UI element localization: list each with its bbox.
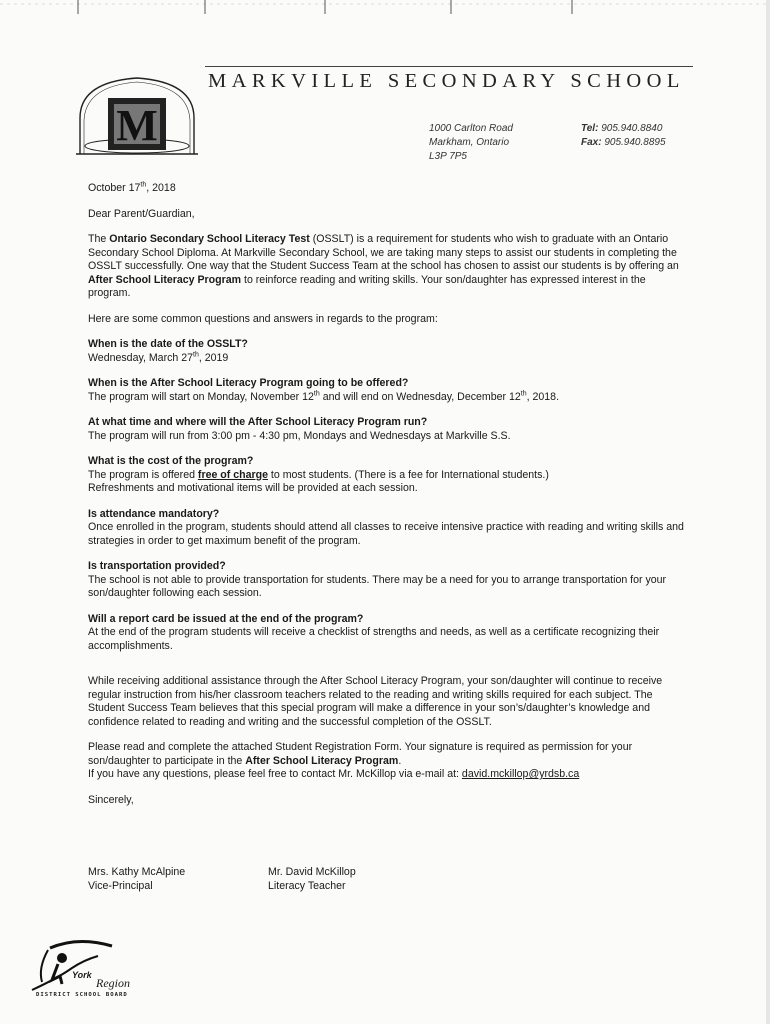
fax-number: 905.940.8895 [604,137,666,148]
letter-body [88,182,688,819]
intro-paragraph: The Ontario Secondary School Literacy Test (OSSLT) is a requirement for students who wish to graduate with an Ontario Secondary School Diploma. At Markville Secondary School, we are taking many steps to assist our students in completing the OSSLT successfully. One way that the Student Success Team at the school has chosen to assist our students is by offering an After School Literacy Program to reinforce reading and writing skills. Your son/daughter has expressed interest in the program. [88,233,679,299]
signature-literacy-teacher [268,866,356,893]
faq-item-transportation [88,560,688,601]
tel-number: 905.940.8840 [601,123,663,134]
faq-answer: Once enrolled in the program, students should attend all classes to receive intensive practice with reading and writing skills and strategies in order to get maximum benefit of the program. [88,521,684,547]
york-text: York [72,970,92,980]
letter-date: October 17th, 2018 [88,181,176,194]
faq-question: At what time and where will the After School Literacy Program run? [88,416,428,428]
faq-item-report-card [88,613,688,654]
faq-item-attendance [88,508,688,549]
header-rule [205,66,693,67]
faq-question: Will a report card be issued at the end of the program? [88,612,364,625]
closing-paragraph: While receiving additional assistance through the After School Literacy Program, your son/daughter will continue to receive regular instruction from his/her classroom teachers related to the reading and writing skills required for each subject. The Student Success Team believes that this special program will make a difference in your son’s/daughter’s knowledge and confidence related to reading and writing and the successful completion of the OSSLT. [88,675,663,728]
faq-answer: The school is not able to provide transportation for students. There may be a need for you to arrange transportation for your son/daughter following each session. [88,573,667,599]
contact-email-link[interactable]: david.mckillop@yrdsb.ca [461,768,580,780]
tel-label: Tel: [581,123,599,134]
address-line-1: 1000 Carlton Road [429,123,513,134]
faq-item-time-location [88,416,688,443]
scan-artifact-top [0,0,770,16]
scan-edge [766,0,770,1024]
school-address [429,122,513,164]
address-line-2: Markham, Ontario [429,137,510,148]
school-crest-logo [74,74,200,160]
faq-answer: Wednesday, March 27th, 2019 [88,350,229,364]
faq-question: When is the date of the OSSLT? [88,338,248,350]
signatory-name: Mrs. Kathy McAlpine [88,866,186,878]
registration-paragraph: Please read and complete the attached Student Registration Form. Your signature is required as permission for your son/daughter to participate in the After School Literacy Program. If you have any questions, please feel free to contact Mr. McKillop via e-mail at: david.mckillop@yrdsb.ca [88,741,633,780]
signatory-title: Literacy Teacher [268,879,346,892]
faq-question: Is attendance mandatory? [88,507,220,520]
faq-answer: The program is offered free of charge to most students. (There is a fee for International students.) [88,468,549,481]
school-name: MARKVILLE SECONDARY SCHOOL [208,70,685,92]
signatory-title: Vice-Principal [88,879,153,892]
faq-question: When is the After School Literacy Program going to be offered? [88,377,409,389]
faq-question: What is the cost of the program? [88,455,254,467]
faq-question: Is transportation provided? [88,560,226,572]
address-line-3: L3P 7P5 [429,151,467,162]
questions-lead: Here are some common questions and answers in regards to the program: [88,312,438,325]
faq-item-osslt-date [88,338,688,365]
faq-answer: The program will start on Monday, November 12th and will end on Wednesday, December 12th, 2018. [88,389,560,403]
faq-answer-extra: Refreshments and motivational items will be provided at each session. [88,482,418,494]
faq-answer: At the end of the program students will receive a checklist of strengths and needs, as well as a certificate recognizing their accomplishments. [88,626,660,652]
crest-letter: M [116,101,158,150]
region-text: Region [96,976,130,990]
faq-answer: The program will run from 3:00 pm - 4:30 pm, Mondays and Wednesdays at Markville S.S. [88,429,511,442]
district-board-text: DISTRICT SCHOOL BOARD [36,992,128,998]
signature-vice-principal [88,866,185,893]
fax-label: Fax: [581,137,602,148]
signatory-name: Mr. David McKillop [268,866,356,878]
sign-off: Sincerely, [88,793,134,806]
salutation: Dear Parent/Guardian, [88,207,195,220]
school-contact-numbers [581,122,666,150]
faq-item-cost [88,455,688,496]
faq-item-program-dates [88,377,688,404]
